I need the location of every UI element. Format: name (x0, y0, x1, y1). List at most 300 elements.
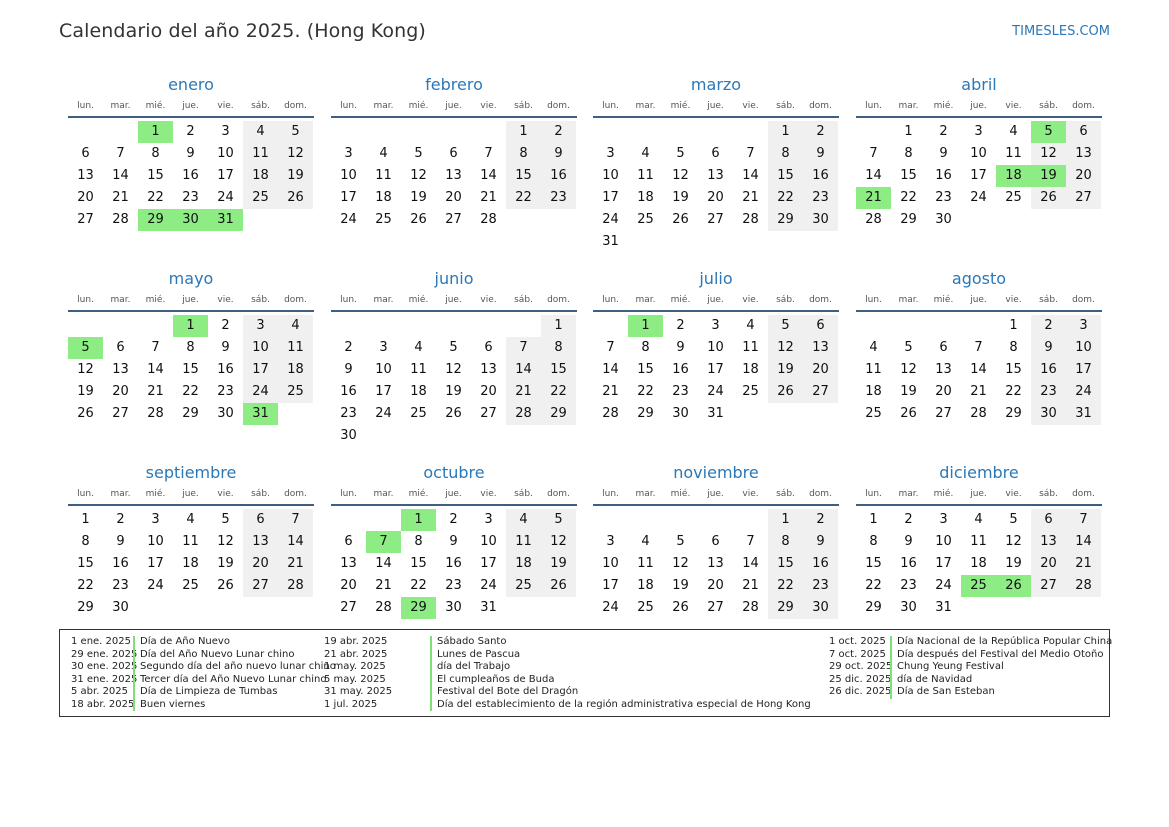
day-cell: 25 (506, 575, 541, 597)
week-row (331, 209, 577, 231)
day-cell: 27 (445, 212, 462, 227)
day-cell: 21 (742, 578, 759, 593)
weekday-label: mié. (933, 489, 954, 499)
day-cell: 18 (970, 556, 987, 571)
day-cell: 17 (707, 362, 724, 377)
week-row (331, 187, 577, 209)
week-row (856, 403, 1102, 425)
day-cell: 29 (900, 212, 917, 227)
day-cell: 19 (672, 578, 689, 593)
day-cell: 21 (970, 384, 987, 399)
day-cell: 23 (803, 187, 838, 209)
day-cell: 5 (414, 146, 423, 161)
week-row (331, 553, 577, 575)
day-cell: 25 (243, 187, 278, 209)
day-cell: 26 (445, 406, 462, 421)
day-cell: 30 (217, 406, 234, 421)
week-row (593, 315, 839, 337)
day-cell: 26 (217, 578, 234, 593)
holiday-day-cell: 21 (856, 187, 891, 209)
day-cell: 15 (865, 556, 882, 571)
day-cell: 5 (278, 121, 313, 143)
weekday-label: vie. (742, 101, 759, 111)
week-row (856, 209, 1102, 231)
month-enero (68, 74, 314, 231)
weekday-label: vie. (480, 489, 497, 499)
day-cell: 16 (935, 168, 952, 183)
empty-cell (331, 121, 366, 143)
day-cell: 15 (182, 362, 199, 377)
legend-row (324, 636, 811, 649)
day-cell: 21 (480, 190, 497, 205)
day-cell: 19 (1005, 556, 1022, 571)
day-cell: 5 (904, 340, 913, 355)
week-row (856, 187, 1102, 209)
weekday-label: sáb. (1039, 295, 1058, 305)
empty-cell (506, 425, 541, 447)
day-cell: 4 (379, 146, 388, 161)
weekday-label: vie. (1005, 489, 1022, 499)
week-row (68, 209, 314, 231)
day-cell: 13 (803, 337, 838, 359)
day-cell: 10 (602, 556, 619, 571)
empty-cell (366, 121, 401, 143)
empty-cell (103, 315, 138, 337)
day-cell: 27 (935, 406, 952, 421)
weekday-label: mié. (145, 489, 166, 499)
week-row (331, 381, 577, 403)
day-cell: 14 (506, 359, 541, 381)
day-cell: 26 (541, 575, 576, 597)
day-cell: 17 (375, 384, 392, 399)
day-cell: 29 (77, 600, 94, 615)
day-cell: 14 (480, 168, 497, 183)
day-cell: 19 (900, 384, 917, 399)
week-row (593, 121, 839, 143)
day-cell: 14 (147, 362, 164, 377)
legend-description: Sábado Santo (430, 636, 506, 649)
day-cell: 16 (803, 165, 838, 187)
holiday-day-cell: 5 (68, 337, 103, 359)
empty-cell (768, 231, 803, 253)
day-cell: 23 (445, 578, 462, 593)
weekday-label: vie. (1005, 295, 1022, 305)
month-diciembre (856, 462, 1102, 619)
week-row (856, 143, 1102, 165)
legend-row (324, 686, 811, 699)
weekday-label: jue. (970, 489, 987, 499)
empty-cell (663, 509, 698, 531)
day-cell: 20 (707, 578, 724, 593)
weekday-label: lun. (865, 489, 882, 499)
holiday-day-cell: 30 (173, 209, 208, 231)
day-cell: 8 (81, 534, 90, 549)
day-cell: 22 (541, 381, 576, 403)
day-cell: 4 (506, 509, 541, 531)
day-cell: 19 (278, 165, 313, 187)
day-cell: 20 (1066, 165, 1101, 187)
empty-cell (996, 209, 1031, 231)
legend-description: Día Nacional de la República Popular China (890, 636, 1112, 649)
day-cell: 20 (1031, 553, 1066, 575)
legend-description: día del Trabajo (430, 661, 510, 674)
holiday-day-cell: 1 (628, 315, 663, 337)
site-link[interactable]: TIMESLES.COM (1012, 24, 1110, 39)
weekday-label: mar. (373, 295, 394, 305)
legend-date: 19 abr. 2025 (324, 636, 388, 647)
empty-cell (593, 121, 628, 143)
day-cell: 15 (1005, 362, 1022, 377)
day-cell: 24 (935, 578, 952, 593)
weekday-label: jue. (970, 295, 987, 305)
day-cell: 16 (803, 553, 838, 575)
day-cell: 13 (935, 362, 952, 377)
week-row (856, 597, 1102, 619)
day-cell: 18 (742, 362, 759, 377)
legend-date: 31 may. 2025 (324, 686, 393, 697)
day-cell: 30 (900, 600, 917, 615)
legend-date: 26 dic. 2025 (829, 686, 892, 697)
day-cell: 16 (445, 556, 462, 571)
weekday-header (331, 290, 577, 312)
day-cell: 24 (970, 190, 987, 205)
day-cell: 29 (182, 406, 199, 421)
day-cell: 19 (410, 190, 427, 205)
day-cell: 2 (344, 340, 353, 355)
day-cell: 27 (707, 600, 724, 615)
day-cell: 16 (672, 362, 689, 377)
weekday-label: sáb. (514, 101, 533, 111)
day-cell: 27 (77, 212, 94, 227)
day-cell: 12 (672, 168, 689, 183)
empty-cell (698, 231, 733, 253)
weekday-label: mar. (110, 489, 131, 499)
week-row (593, 187, 839, 209)
empty-cell (698, 121, 733, 143)
day-cell: 21 (112, 190, 129, 205)
week-row (68, 121, 314, 143)
legend-column-2 (324, 636, 811, 711)
weekday-label: mié. (145, 101, 166, 111)
day-cell: 29 (1005, 406, 1022, 421)
empty-cell (891, 315, 926, 337)
month-abril (856, 74, 1102, 231)
empty-cell (278, 597, 313, 619)
day-cell: 14 (742, 168, 759, 183)
day-cell: 24 (217, 190, 234, 205)
legend-date: 31 ene. 2025 (71, 673, 138, 685)
day-cell: 28 (375, 600, 392, 615)
week-row (593, 575, 839, 597)
empty-cell (733, 121, 768, 143)
month-name: mayo (168, 269, 214, 288)
month-name: marzo (690, 75, 742, 94)
legend-date: 5 abr. 2025 (71, 686, 129, 697)
day-cell: 26 (410, 212, 427, 227)
day-cell: 6 (449, 146, 458, 161)
day-cell: 8 (414, 534, 423, 549)
week-row (331, 359, 577, 381)
empty-cell (366, 509, 401, 531)
weekday-label: mié. (933, 295, 954, 305)
empty-cell (803, 403, 838, 425)
day-cell: 6 (939, 340, 948, 355)
day-cell: 15 (506, 165, 541, 187)
weekday-label: dom. (1072, 101, 1095, 111)
week-row (68, 165, 314, 187)
day-cell: 6 (711, 146, 720, 161)
day-cell: 20 (935, 384, 952, 399)
day-cell: 23 (182, 190, 199, 205)
legend-date: 1 ene. 2025 (71, 636, 131, 647)
day-cell: 4 (869, 340, 878, 355)
legend-description: Día del establecimiento de la región administrativa especial de Hong Kong (430, 699, 811, 712)
day-cell: 23 (541, 187, 576, 209)
day-cell: 7 (746, 146, 755, 161)
weekday-label: mar. (898, 295, 919, 305)
week-row (331, 315, 577, 337)
weekday-label: mié. (670, 101, 691, 111)
day-cell: 30 (935, 212, 952, 227)
day-cell: 27 (340, 600, 357, 615)
empty-cell (103, 121, 138, 143)
day-cell: 23 (217, 384, 234, 399)
day-cell: 4 (1009, 124, 1018, 139)
legend-date: 1 oct. 2025 (829, 636, 886, 647)
day-cell: 4 (974, 512, 983, 527)
day-cell: 2 (186, 124, 195, 139)
day-cell: 13 (707, 168, 724, 183)
empty-cell (138, 315, 173, 337)
legend-date: 21 abr. 2025 (324, 648, 388, 660)
day-cell: 20 (112, 384, 129, 399)
day-cell: 5 (449, 340, 458, 355)
day-cell: 28 (480, 212, 497, 227)
day-cell: 2 (803, 509, 838, 531)
week-row (68, 381, 314, 403)
legend-description: Día de Limpieza de Tumbas (133, 686, 277, 699)
day-cell: 6 (81, 146, 90, 161)
month-name: agosto (951, 269, 1007, 288)
day-cell: 20 (803, 359, 838, 381)
day-cell: 4 (641, 534, 650, 549)
empty-cell (593, 315, 628, 337)
day-cell: 15 (900, 168, 917, 183)
empty-cell (856, 315, 891, 337)
day-cell: 8 (151, 146, 160, 161)
empty-cell (628, 231, 663, 253)
day-cell: 5 (541, 509, 576, 531)
weekday-label: jue. (970, 101, 987, 111)
day-cell: 20 (707, 190, 724, 205)
empty-cell (803, 231, 838, 253)
weekday-label: mar. (110, 101, 131, 111)
day-cell: 26 (900, 406, 917, 421)
day-cell: 10 (243, 337, 278, 359)
empty-cell (471, 121, 506, 143)
day-cell: 30 (803, 597, 838, 619)
week-row (68, 509, 314, 531)
day-cell: 22 (900, 190, 917, 205)
weekday-label: sáb. (776, 295, 795, 305)
week-row (856, 121, 1102, 143)
legend-description: Día del Año Nuevo Lunar chino (133, 649, 294, 662)
week-row (856, 315, 1102, 337)
day-cell: 7 (484, 146, 493, 161)
day-cell: 5 (676, 146, 685, 161)
empty-cell (628, 509, 663, 531)
weekday-label: mié. (408, 101, 429, 111)
legend-row (324, 674, 811, 687)
weekday-header (593, 484, 839, 506)
month-name: julio (699, 269, 733, 288)
weekday-label: sáb. (514, 489, 533, 499)
week-row (593, 381, 839, 403)
weekday-label: vie. (742, 295, 759, 305)
empty-cell (1066, 597, 1101, 619)
day-cell: 11 (637, 168, 654, 183)
day-cell: 14 (970, 362, 987, 377)
weekday-label: sáb. (776, 101, 795, 111)
week-row (68, 359, 314, 381)
day-cell: 17 (970, 168, 987, 183)
weekday-label: jue. (707, 295, 724, 305)
empty-cell (926, 315, 961, 337)
week-row (593, 231, 839, 253)
day-cell: 12 (541, 531, 576, 553)
day-cell: 22 (77, 578, 94, 593)
day-cell: 28 (506, 403, 541, 425)
day-cell: 24 (243, 381, 278, 403)
empty-cell (961, 597, 996, 619)
empty-cell (961, 315, 996, 337)
day-cell: 5 (676, 534, 685, 549)
day-cell: 3 (344, 146, 353, 161)
day-cell: 31 (935, 600, 952, 615)
empty-cell (961, 209, 996, 231)
day-cell: 3 (379, 340, 388, 355)
day-cell: 19 (541, 553, 576, 575)
empty-cell (733, 403, 768, 425)
day-cell: 27 (1066, 187, 1101, 209)
week-row (856, 553, 1102, 575)
day-cell: 25 (1005, 190, 1022, 205)
empty-cell (541, 425, 576, 447)
empty-cell (331, 315, 366, 337)
day-cell: 4 (278, 315, 313, 337)
legend-description: Día de Año Nuevo (133, 636, 230, 649)
day-cell: 21 (1066, 553, 1101, 575)
day-cell: 29 (541, 403, 576, 425)
day-cell: 11 (865, 362, 882, 377)
legend-description: Segundo día del año nuevo lunar chino (133, 661, 336, 674)
empty-cell (663, 121, 698, 143)
empty-cell (733, 509, 768, 531)
day-cell: 23 (1031, 381, 1066, 403)
legend-description: Chung Yeung Festival (890, 661, 1004, 674)
weekday-label: dom. (809, 489, 832, 499)
empty-cell (401, 315, 436, 337)
day-cell: 28 (278, 575, 313, 597)
weekday-label: sáb. (776, 489, 795, 499)
weekday-label: lun. (77, 101, 94, 111)
holiday-day-cell: 1 (173, 315, 208, 337)
day-cell: 17 (602, 190, 619, 205)
day-cell: 6 (116, 340, 125, 355)
day-cell: 12 (410, 168, 427, 183)
month-noviembre (593, 462, 839, 619)
day-cell: 9 (803, 143, 838, 165)
day-cell: 16 (217, 362, 234, 377)
day-cell: 6 (711, 534, 720, 549)
day-cell: 8 (869, 534, 878, 549)
day-cell: 23 (935, 190, 952, 205)
day-cell: 31 (602, 234, 619, 249)
weekday-label: vie. (742, 489, 759, 499)
legend-date: 29 oct. 2025 (829, 661, 893, 672)
weekday-header (593, 290, 839, 312)
day-cell: 13 (707, 556, 724, 571)
day-cell: 15 (768, 165, 803, 187)
day-cell: 7 (974, 340, 983, 355)
weekday-label: vie. (217, 101, 234, 111)
day-cell: 11 (375, 168, 392, 183)
day-cell: 6 (484, 340, 493, 355)
legend-date: 25 dic. 2025 (829, 673, 892, 685)
weekday-label: mié. (670, 489, 691, 499)
day-cell: 21 (602, 384, 619, 399)
day-cell: 23 (900, 578, 917, 593)
day-cell: 7 (869, 146, 878, 161)
weekday-label: dom. (809, 295, 832, 305)
day-cell: 9 (803, 531, 838, 553)
day-cell: 14 (278, 531, 313, 553)
day-cell: 27 (112, 406, 129, 421)
day-cell: 1 (81, 512, 90, 527)
holiday-day-cell: 25 (961, 575, 996, 597)
day-cell: 27 (480, 406, 497, 421)
day-cell: 18 (243, 165, 278, 187)
legend-description: Festival del Bote del Dragón (430, 686, 578, 699)
legend-column-1 (71, 636, 336, 711)
weekday-label: lun. (602, 101, 619, 111)
day-cell: 10 (935, 534, 952, 549)
empty-cell (996, 597, 1031, 619)
month-name: febrero (425, 75, 483, 94)
month-febrero (331, 74, 577, 231)
day-cell: 20 (340, 578, 357, 593)
holiday-day-cell: 31 (243, 403, 278, 425)
week-row (856, 509, 1102, 531)
day-cell: 9 (904, 534, 913, 549)
week-row (593, 531, 839, 553)
day-cell: 1 (1009, 318, 1018, 333)
week-row (593, 143, 839, 165)
legend-column-3 (829, 636, 1112, 699)
day-cell: 12 (217, 534, 234, 549)
day-cell: 15 (147, 168, 164, 183)
week-row (593, 403, 839, 425)
day-cell: 23 (803, 575, 838, 597)
day-cell: 1 (541, 315, 576, 337)
weekday-label: jue. (445, 489, 462, 499)
weekday-label: dom. (1072, 489, 1095, 499)
day-cell: 14 (742, 556, 759, 571)
day-cell: 11 (637, 556, 654, 571)
weekday-label: mié. (933, 101, 954, 111)
day-cell: 26 (77, 406, 94, 421)
day-cell: 3 (939, 512, 948, 527)
